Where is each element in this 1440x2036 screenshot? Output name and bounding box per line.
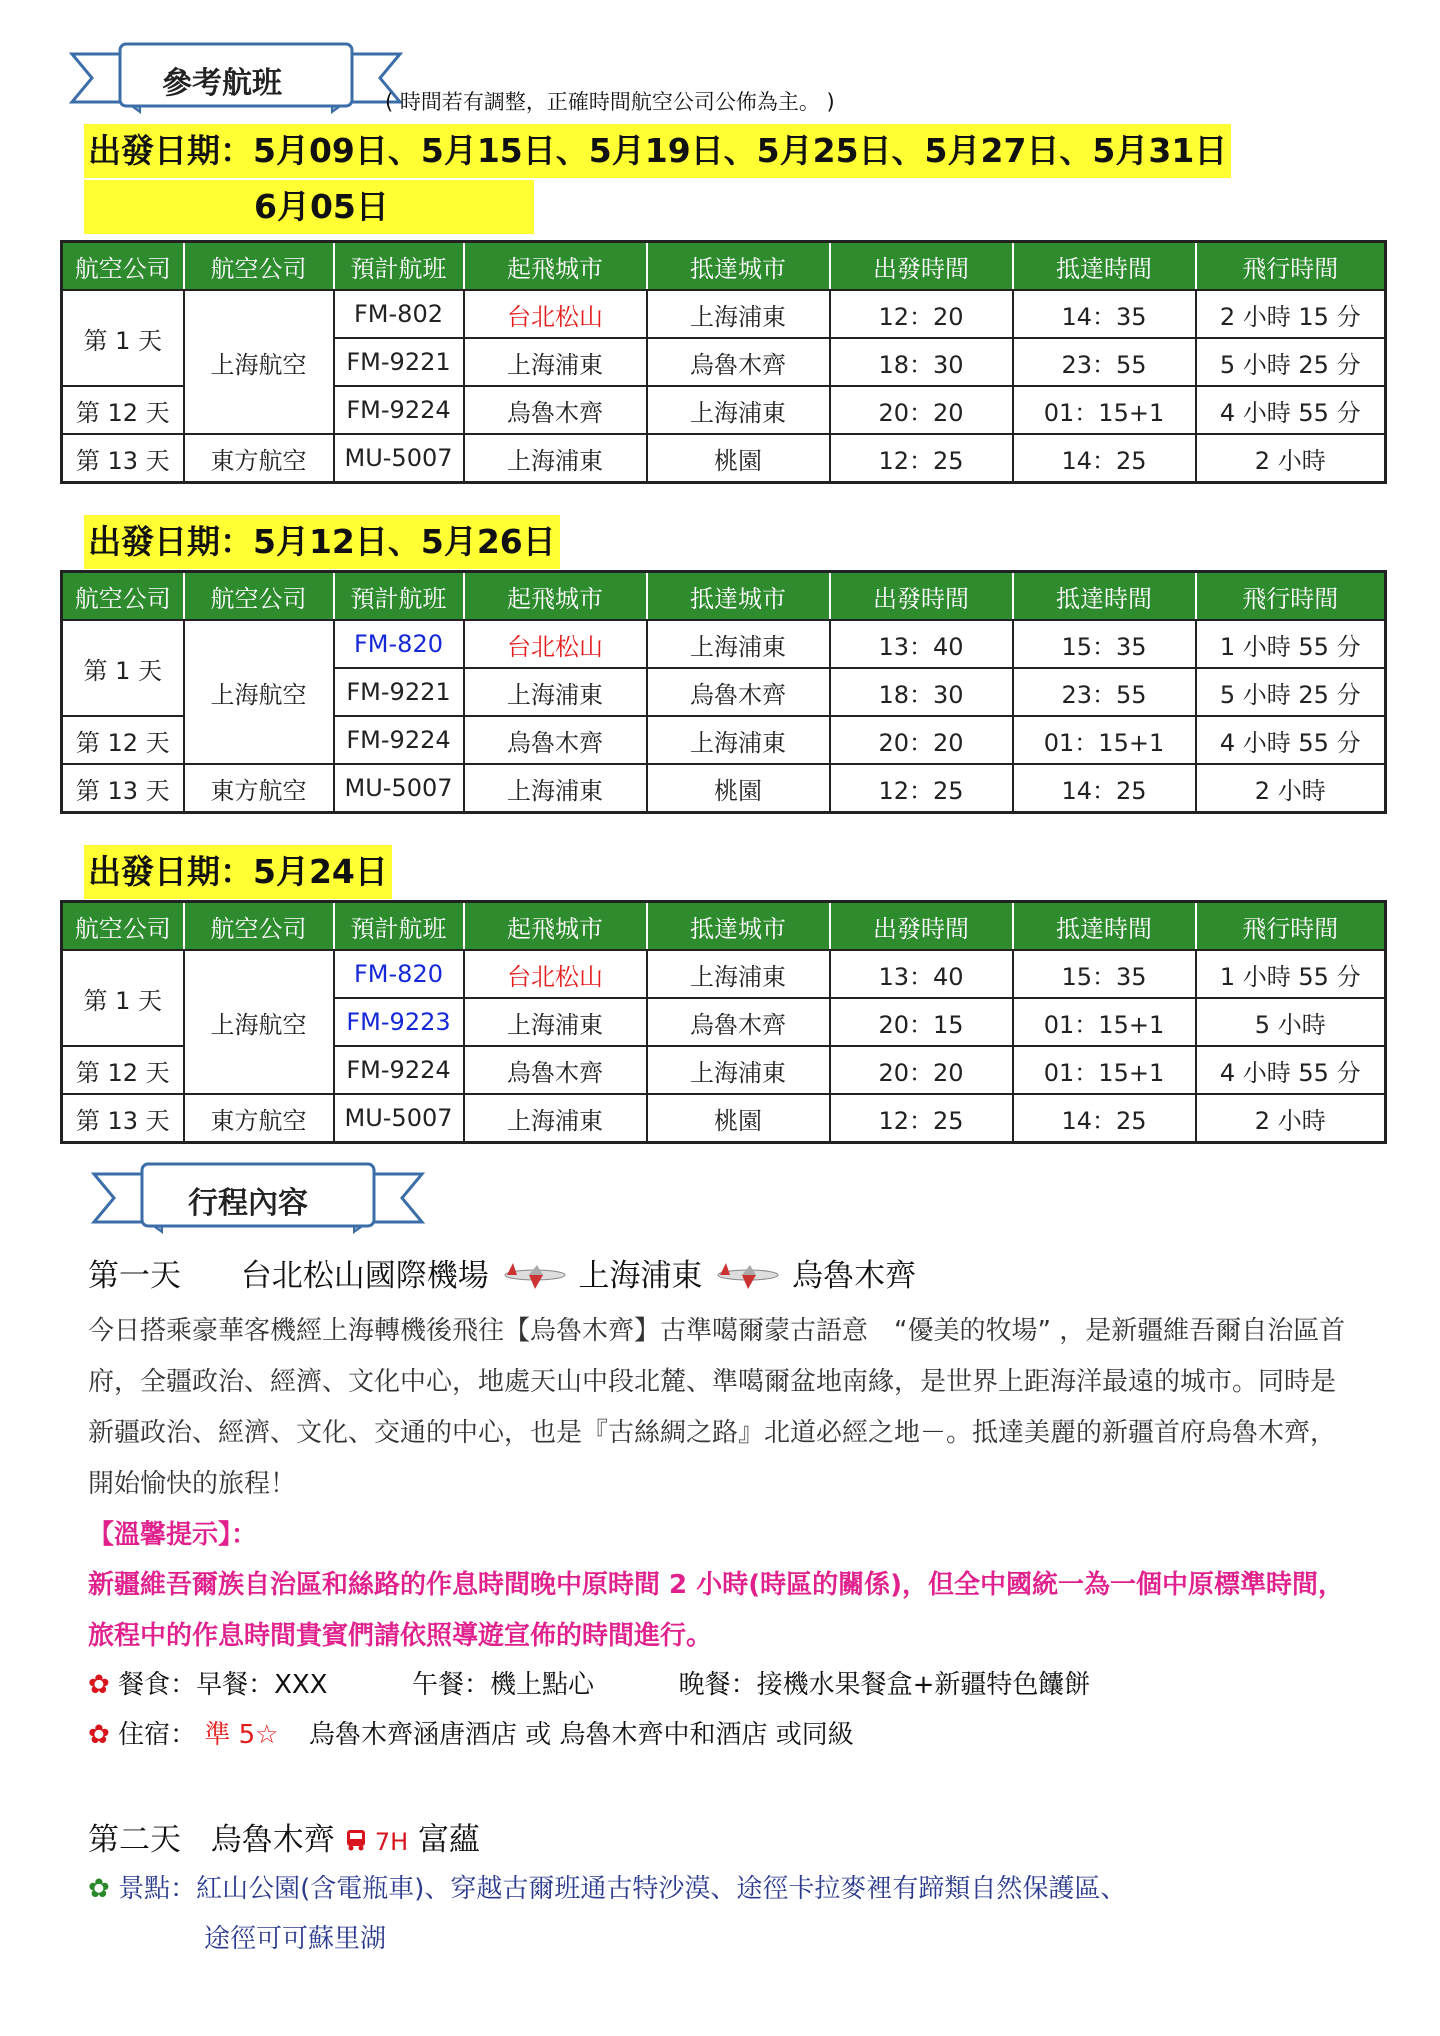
- dep-cell: 18：30: [830, 338, 1013, 386]
- from-cell: 台北松山: [464, 290, 647, 338]
- col-header: 抵達時間: [1013, 902, 1196, 951]
- sights-line-2: 途徑可可蘇里湖: [204, 1924, 387, 1954]
- airline-cell: 上海航空: [184, 290, 334, 434]
- ref-flights-banner: [66, 40, 406, 120]
- sights-line: [88, 1868, 1126, 1905]
- airplane-icon: [712, 1257, 782, 1299]
- col-header: 航空公司: [184, 242, 334, 291]
- to-cell: 上海浦東: [647, 1046, 830, 1094]
- hotel-line: [88, 1714, 854, 1751]
- dep-cell: 18：30: [830, 668, 1013, 716]
- route-start: 台北松山國際機場: [240, 1258, 489, 1294]
- col-header: 出發時間: [830, 572, 1013, 621]
- arr-cell: 01：15+1: [1013, 1046, 1196, 1094]
- day-cell: 第 1 天: [62, 290, 184, 386]
- arr-cell: 01：15+1: [1013, 998, 1196, 1046]
- airplane-icon: [499, 1257, 569, 1299]
- flower-icon: ✿: [88, 1670, 110, 1700]
- from-cell: 台北松山: [464, 950, 647, 998]
- day-cell: 第 1 天: [62, 620, 184, 716]
- day1-description: 今日搭乘豪華客機經上海轉機後飛往【烏魯木齊】古準噶爾蒙古語意 “優美的牧場” ，是新疆維吾爾自治區首府，全疆政治、經濟、文化中心，地處天山中段北麓、準噶爾盆地南緣，是世界上距海洋最遠的城市。同時是新疆政治、經濟、文化、交通的中心，也是『古絲綢之路』北道必經之地－。抵達美麗的新疆首府烏魯木齊，開始愉快的旅程！: [88, 1316, 1346, 1499]
- to-cell: 烏魯木齊: [647, 668, 830, 716]
- dep-cell: 13：40: [830, 620, 1013, 668]
- arr-cell: 01：15+1: [1013, 386, 1196, 434]
- meal-lunch: 午餐：機上點心: [412, 1670, 595, 1700]
- dep-cell: 20：20: [830, 1046, 1013, 1094]
- flower-icon: ✿: [88, 1874, 110, 1904]
- from-cell: 上海浦東: [464, 668, 647, 716]
- arr-cell: 15：35: [1013, 950, 1196, 998]
- to-cell: 上海浦東: [647, 716, 830, 764]
- meal-dinner: 晚餐：接機水果餐盒+新疆特色饢餅: [678, 1670, 1091, 1700]
- table-row: [62, 950, 1386, 998]
- table-row: [62, 290, 1386, 338]
- dep-cell: 13：40: [830, 950, 1013, 998]
- col-header: 航空公司: [62, 572, 184, 621]
- from-cell: 台北松山: [464, 620, 647, 668]
- day-cell: 第 13 天: [62, 1094, 184, 1143]
- col-header: 航空公司: [184, 572, 334, 621]
- flight-cell: FM-9223: [334, 998, 464, 1046]
- departure-dates-1: 出發日期：5月09日、5月15日、5月19日、5月25日、5月27日、5月31日: [84, 124, 1231, 178]
- dur-cell: 1 小時 55 分: [1196, 620, 1386, 668]
- dur-cell: 4 小時 55 分: [1196, 386, 1386, 434]
- day-cell: 第 1 天: [62, 950, 184, 1046]
- from-cell: 上海浦東: [464, 764, 647, 813]
- col-header: 航空公司: [62, 902, 184, 951]
- col-header: 起飛城市: [464, 242, 647, 291]
- dep-cell: 12：25: [830, 764, 1013, 813]
- banner-title: 參考航班: [162, 66, 282, 101]
- bus-icon: [345, 1827, 375, 1857]
- drive-hours: 7H: [374, 1828, 409, 1856]
- day2-heading: [88, 1814, 480, 1859]
- meal-breakfast: 餐食：早餐：XXX: [118, 1670, 328, 1700]
- dep-cell: 12：25: [830, 1094, 1013, 1143]
- col-header: 預計航班: [334, 242, 464, 291]
- col-header: 飛行時間: [1196, 242, 1386, 291]
- day-label: 第一天: [88, 1258, 181, 1294]
- col-header: 起飛城市: [464, 902, 647, 951]
- sights-text: 紅山公園(含電瓶車)、穿越古爾班通古特沙漠、途徑卡拉麥裡有蹄類自然保護區、: [196, 1874, 1127, 1904]
- col-header: 抵達城市: [647, 902, 830, 951]
- route-end: 烏魯木齊: [792, 1258, 917, 1294]
- arr-cell: 23：55: [1013, 338, 1196, 386]
- airline-cell: 東方航空: [184, 1094, 334, 1143]
- from-cell: 烏魯木齊: [464, 386, 647, 434]
- flight-cell: MU-5007: [334, 1094, 464, 1143]
- col-header: 飛行時間: [1196, 572, 1386, 621]
- from-cell: 烏魯木齊: [464, 1046, 647, 1094]
- dep-cell: 20：20: [830, 716, 1013, 764]
- col-header: 航空公司: [184, 902, 334, 951]
- hotel-grade: 準 5☆: [204, 1720, 279, 1750]
- departure-dates-3: 出發日期：5月24日: [84, 845, 392, 899]
- hotel-text: 烏魯木齊涵唐酒店 或 烏魯木齊中和酒店 或同級: [309, 1720, 854, 1750]
- flight-table-1: [60, 240, 1387, 484]
- col-header: 航空公司: [62, 242, 184, 291]
- flight-cell: FM-9224: [334, 1046, 464, 1094]
- ref-flights-note: ( 時間若有調整，正確時間航空公司公佈為主。 ): [385, 90, 835, 114]
- flight-cell: FM-802: [334, 290, 464, 338]
- departure-dates-1b: 6月05日: [84, 180, 534, 234]
- dep-cell: 12：20: [830, 290, 1013, 338]
- col-header: 出發時間: [830, 902, 1013, 951]
- day-cell: 第 12 天: [62, 386, 184, 434]
- from-cell: 上海浦東: [464, 434, 647, 483]
- dur-cell: 2 小時: [1196, 1094, 1386, 1143]
- banner-title: 行程內容: [188, 1186, 308, 1221]
- dur-cell: 2 小時: [1196, 434, 1386, 483]
- to-cell: 烏魯木齊: [647, 998, 830, 1046]
- flight-table-2: [60, 570, 1387, 814]
- to-cell: 上海浦東: [647, 620, 830, 668]
- from-cell: 上海浦東: [464, 998, 647, 1046]
- from-cell: 上海浦東: [464, 1094, 647, 1143]
- dep-cell: 20：15: [830, 998, 1013, 1046]
- to-cell: 烏魯木齊: [647, 338, 830, 386]
- to-cell: 上海浦東: [647, 290, 830, 338]
- tip-title: 【溫馨提示】：: [88, 1520, 258, 1550]
- flight-cell: FM-9224: [334, 386, 464, 434]
- dur-cell: 1 小時 55 分: [1196, 950, 1386, 998]
- day-label: 第二天: [88, 1822, 181, 1858]
- flight-cell: FM-9224: [334, 716, 464, 764]
- col-header: 抵達城市: [647, 242, 830, 291]
- airline-cell: 上海航空: [184, 620, 334, 764]
- arr-cell: 14：25: [1013, 764, 1196, 813]
- flight-cell: FM-820: [334, 620, 464, 668]
- dur-cell: 2 小時: [1196, 764, 1386, 813]
- to-cell: 上海浦東: [647, 386, 830, 434]
- col-header: 預計航班: [334, 902, 464, 951]
- arr-cell: 14：25: [1013, 434, 1196, 483]
- day-cell: 第 13 天: [62, 434, 184, 483]
- col-header: 飛行時間: [1196, 902, 1386, 951]
- hotel-label: 住宿：: [118, 1720, 197, 1750]
- dur-cell: 4 小時 55 分: [1196, 1046, 1386, 1094]
- arr-cell: 14：25: [1013, 1094, 1196, 1143]
- col-header: 起飛城市: [464, 572, 647, 621]
- flight-cell: FM-9221: [334, 338, 464, 386]
- day1-heading: [88, 1250, 916, 1299]
- table-row: [62, 434, 1386, 483]
- flight-cell: FM-820: [334, 950, 464, 998]
- day-cell: 第 12 天: [62, 716, 184, 764]
- from-cell: 烏魯木齊: [464, 716, 647, 764]
- table-row: [62, 620, 1386, 668]
- departure-dates-2: 出發日期：5月12日、5月26日: [84, 515, 560, 569]
- dur-cell: 4 小時 55 分: [1196, 716, 1386, 764]
- arr-cell: 01：15+1: [1013, 716, 1196, 764]
- col-header: 抵達城市: [647, 572, 830, 621]
- table-header: [62, 902, 1386, 951]
- dur-cell: 5 小時 25 分: [1196, 668, 1386, 716]
- to-cell: 桃園: [647, 1094, 830, 1143]
- arr-cell: 23：55: [1013, 668, 1196, 716]
- route-end: 富蘊: [418, 1822, 481, 1858]
- flower-icon: ✿: [88, 1720, 110, 1750]
- dep-cell: 20：20: [830, 386, 1013, 434]
- from-cell: 上海浦東: [464, 338, 647, 386]
- to-cell: 桃園: [647, 434, 830, 483]
- table-row: [62, 1094, 1386, 1143]
- airline-cell: 東方航空: [184, 434, 334, 483]
- table-row: [62, 764, 1386, 813]
- table-header: [62, 572, 1386, 621]
- flight-table-3: [60, 900, 1387, 1144]
- col-header: 抵達時間: [1013, 572, 1196, 621]
- tip-text: 新疆維吾爾族自治區和絲路的作息時間晚中原時間 2 小時(時區的關係)，但全中國統一為一個中原標準時間，旅程中的作息時間貴賓們請依照導遊宣佈的時間進行。: [88, 1570, 1344, 1651]
- route-start: 烏魯木齊: [210, 1822, 335, 1858]
- flight-cell: MU-5007: [334, 764, 464, 813]
- dur-cell: 2 小時 15 分: [1196, 290, 1386, 338]
- to-cell: 上海浦東: [647, 950, 830, 998]
- col-header: 抵達時間: [1013, 242, 1196, 291]
- col-header: 預計航班: [334, 572, 464, 621]
- arr-cell: 14：35: [1013, 290, 1196, 338]
- dur-cell: 5 小時 25 分: [1196, 338, 1386, 386]
- table-header: [62, 242, 1386, 291]
- airline-cell: 上海航空: [184, 950, 334, 1094]
- dep-cell: 12：25: [830, 434, 1013, 483]
- day-cell: 第 13 天: [62, 764, 184, 813]
- day-cell: 第 12 天: [62, 1046, 184, 1094]
- arr-cell: 15：35: [1013, 620, 1196, 668]
- itinerary-banner: [88, 1160, 428, 1240]
- to-cell: 桃園: [647, 764, 830, 813]
- flight-cell: FM-9221: [334, 668, 464, 716]
- flight-cell: MU-5007: [334, 434, 464, 483]
- dur-cell: 5 小時: [1196, 998, 1386, 1046]
- route-mid: 上海浦東: [578, 1258, 703, 1294]
- meals-line: [88, 1664, 1090, 1701]
- airline-cell: 東方航空: [184, 764, 334, 813]
- col-header: 出發時間: [830, 242, 1013, 291]
- sights-label: 景點：: [118, 1874, 197, 1904]
